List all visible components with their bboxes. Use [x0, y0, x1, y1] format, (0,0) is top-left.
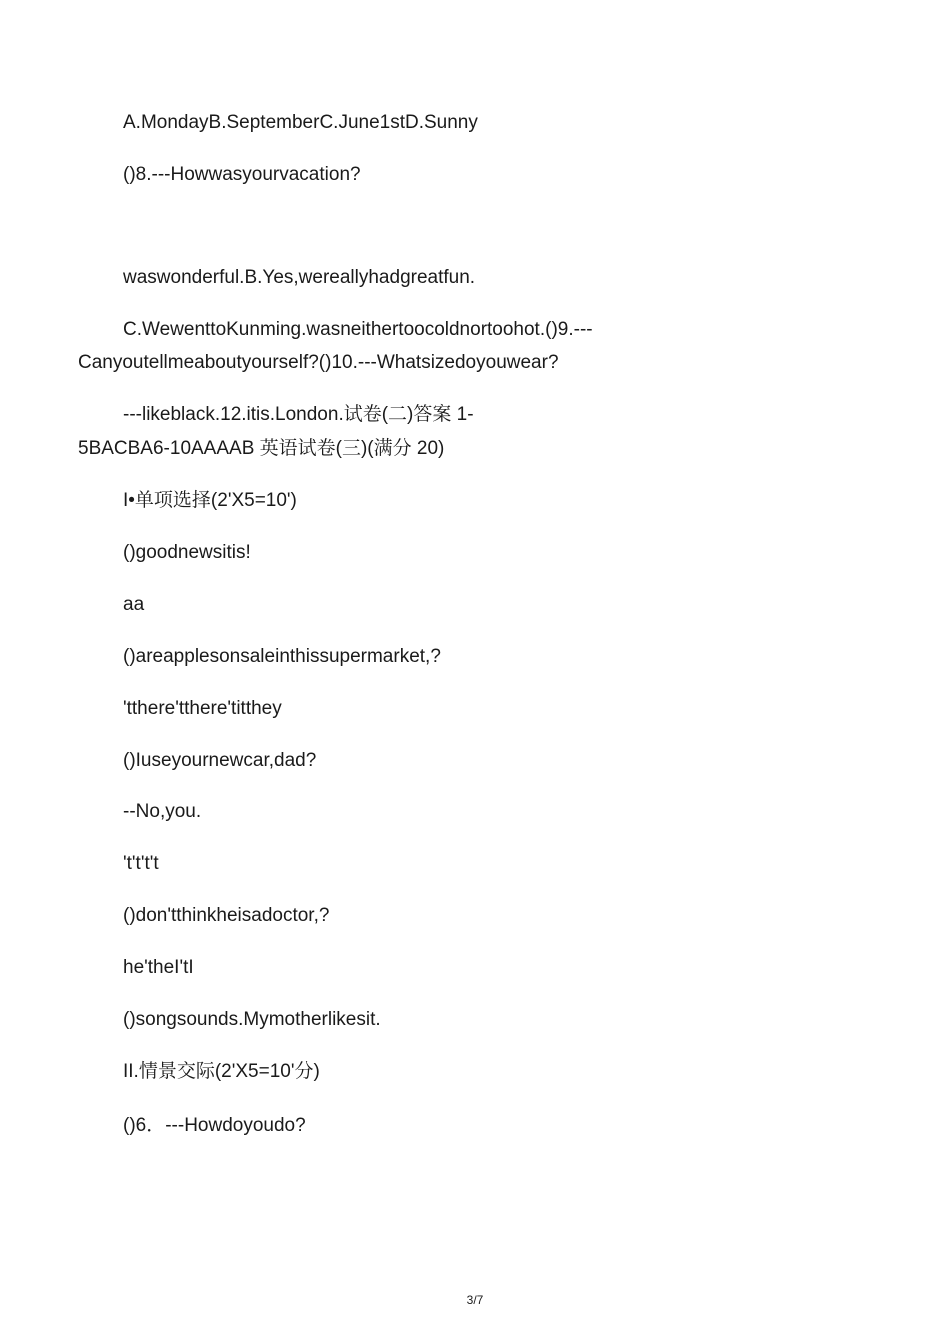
- answer-line: ---likeblack.12.itis.London.试卷(二)答案 1-: [123, 404, 474, 425]
- option-line-wonderful: waswonderful.B.Yes,wereallyhadgreatfun.: [123, 267, 476, 288]
- question-6: ()6．---Howdoyoudo?: [123, 1115, 306, 1136]
- question-good-news: ()goodnewsitis!: [123, 542, 251, 563]
- option-line-aa: aa: [123, 594, 145, 615]
- option-line-kunming: C.WewenttoKunming.wasneithertoocoldnortoohot.()9.---: [123, 319, 593, 340]
- section-heading-1: I•单项选择(2'X5=10'): [123, 490, 297, 511]
- question-song: ()songsounds.Mymotherlikesit.: [123, 1009, 381, 1030]
- reply-no: --No,you.: [123, 801, 202, 822]
- option-line-days: A.MondayB.SeptemberC.June1stD.Sunny: [123, 112, 478, 133]
- question-car: ()Iuseyournewcar,dad?: [123, 750, 317, 771]
- page-number: 3/7: [466, 1293, 484, 1307]
- section-heading-2: II.情景交际(2'X5=10'分): [123, 1061, 320, 1082]
- question-9-10: Canyoutellmeaboutyourself?()10.---Whatsizedoyouwear?: [78, 352, 559, 373]
- option-line-t: 't't't't: [123, 853, 159, 874]
- option-line-he: he'theI'tI: [123, 957, 194, 978]
- answer-key-line: 5BACBA6-10AAAAB 英语试卷(三)(满分 20): [78, 438, 445, 459]
- question-apples: ()areapplesonsaleinthissupermarket,?: [123, 646, 441, 667]
- option-line-there: 'tthere'tthere'titthey: [123, 698, 282, 719]
- question-8: ()8.---Howwasyourvacation?: [123, 164, 361, 185]
- question-doctor: ()don'tthinkheisadoctor,?: [123, 905, 330, 926]
